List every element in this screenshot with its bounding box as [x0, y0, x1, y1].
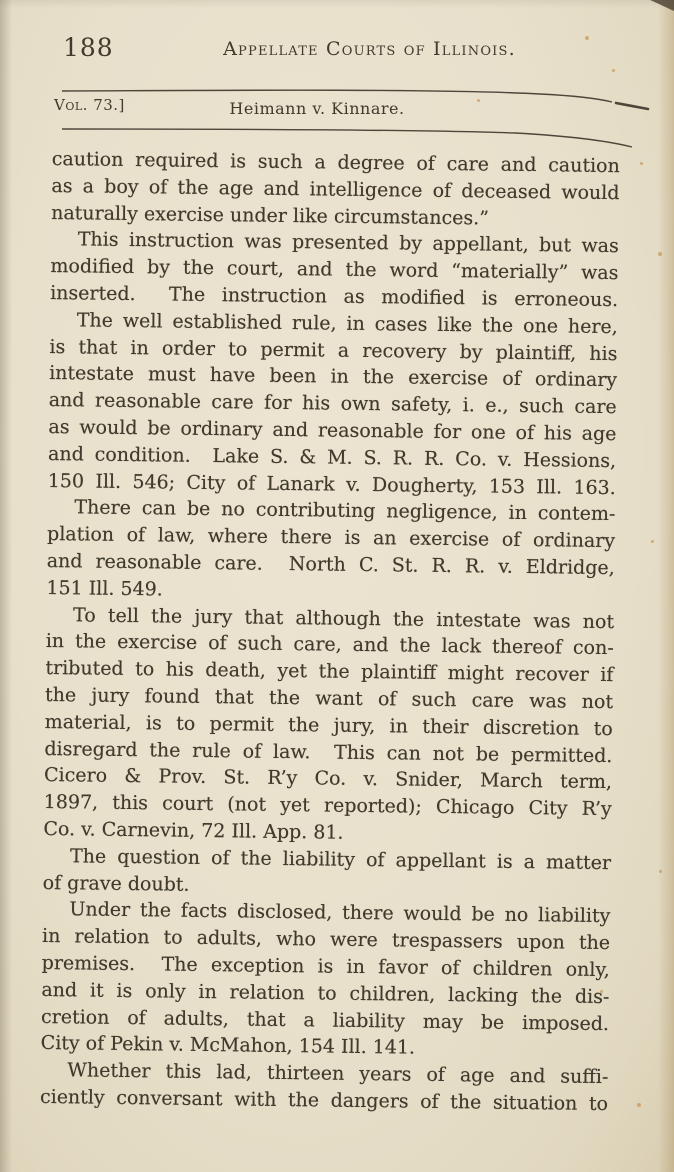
running-head: Appellate Courts of Illinois.	[223, 38, 516, 60]
paragraph	[48, 307, 618, 502]
foxing-spot	[658, 252, 662, 256]
text-line: The question of the liability of appellant is a matter	[69, 845, 612, 874]
paragraph	[41, 896, 611, 1064]
text-line: in the exercise of such care, and the lack thereof con-	[45, 630, 614, 660]
paragraph	[40, 1057, 609, 1118]
volume-label: Vol. 73.]	[54, 96, 125, 114]
text-line: City of Pekin v. McMahon, 154 Ill. 141.	[40, 1032, 416, 1059]
text-line: modified by the court, and the word “materially” was	[50, 255, 619, 285]
text-line: Under the facts disclosed, there would be no liability	[69, 898, 611, 928]
text-line: as would be ordinary and reasonable for one of his age	[48, 415, 617, 446]
paragraph	[43, 843, 612, 904]
paragraph	[50, 226, 619, 314]
text-line: as a boy of the age and intelligence of deceased would	[51, 174, 620, 204]
page-right-edge-shadow	[658, 0, 674, 1172]
text-line: Cicero & Prov. St. R’y Co. v. Snider, March term,	[43, 764, 613, 794]
page-top-edge-shadow	[0, 0, 674, 8]
text-line: naturally exercise under like circumstances.”	[51, 201, 490, 230]
text-line: and reasonable care. North C. St. R. R. v. Eldridge,	[46, 549, 615, 580]
text-line: cretion of adults, that a liability may be imposed.	[40, 1005, 610, 1035]
text-line: Whether this lad, thirteen years of age and suffi-	[67, 1059, 609, 1089]
page-left-edge-shadow	[0, 0, 12, 1172]
text-line: and reasonable care for his own safety, i. e., such care	[48, 389, 617, 419]
foxing-spot	[640, 162, 643, 165]
text-line: inserted. The instruction as modified is erroneous.	[50, 281, 619, 312]
text-line: The well established rule, in cases like the one here,	[76, 309, 618, 338]
text-line: caution required is such a degree of care and caution	[51, 147, 620, 178]
text-line: 150 Ill. 546; City of Lanark v. Dougherty, 153 Ill. 163.	[47, 469, 616, 499]
text-line: tributed to his death, yet the plaintiff might recover if	[45, 657, 614, 687]
header-rules	[0, 0, 674, 170]
text-line: plation of law, where there is an exercise of ordinary	[46, 523, 616, 553]
text-line: the jury found that the want of such care was not	[44, 683, 614, 714]
text-line: There can be no contributing negligence, in contem-	[74, 496, 616, 526]
text-line: and it is only in relation to children, lacking the dis-	[41, 978, 610, 1008]
text-line: of grave doubt.	[42, 871, 190, 896]
page-number: 188	[63, 33, 114, 62]
text-line: in relation to adults, who were trespassers upon the	[41, 925, 611, 955]
text-line: To tell the jury that although the intestate was not	[72, 603, 615, 633]
text-line: is that in order to permit a recovery by plaintiff, his	[49, 335, 618, 365]
foxing-spot	[612, 69, 615, 72]
page-body	[40, 146, 620, 1118]
text-line: Co. v. Carnevin, 72 Ill. App. 81.	[43, 817, 344, 844]
text-line: 151 Ill. 549.	[46, 576, 163, 601]
foxing-spot	[651, 540, 654, 543]
text-line: ciently conversant with the dangers of the situation to	[39, 1085, 609, 1115]
text-line: and condition. Lake S. & M. S. R. R. Co. v. Hessions,	[47, 442, 617, 472]
text-line: premises. The exception is in favor of children only,	[41, 951, 610, 981]
paragraph	[51, 146, 620, 234]
paragraph	[46, 494, 615, 608]
foxing-spot	[637, 1103, 641, 1107]
text-line: disregard the rule of law. This can not be permitted.	[44, 737, 613, 767]
case-name: Heimann v. Kinnare.	[229, 99, 405, 118]
text-line: intestate must have been in the exercise of ordinary	[49, 362, 618, 392]
text-line: material, is to permit the jury, in their discretion to	[44, 710, 613, 740]
foxing-spot	[659, 870, 662, 873]
text-line: This instruction was presented by appellant, but was	[77, 228, 619, 258]
text-line: 1897, this court (not yet reported); Chicago City R’y	[43, 791, 612, 821]
paragraph	[43, 602, 614, 850]
